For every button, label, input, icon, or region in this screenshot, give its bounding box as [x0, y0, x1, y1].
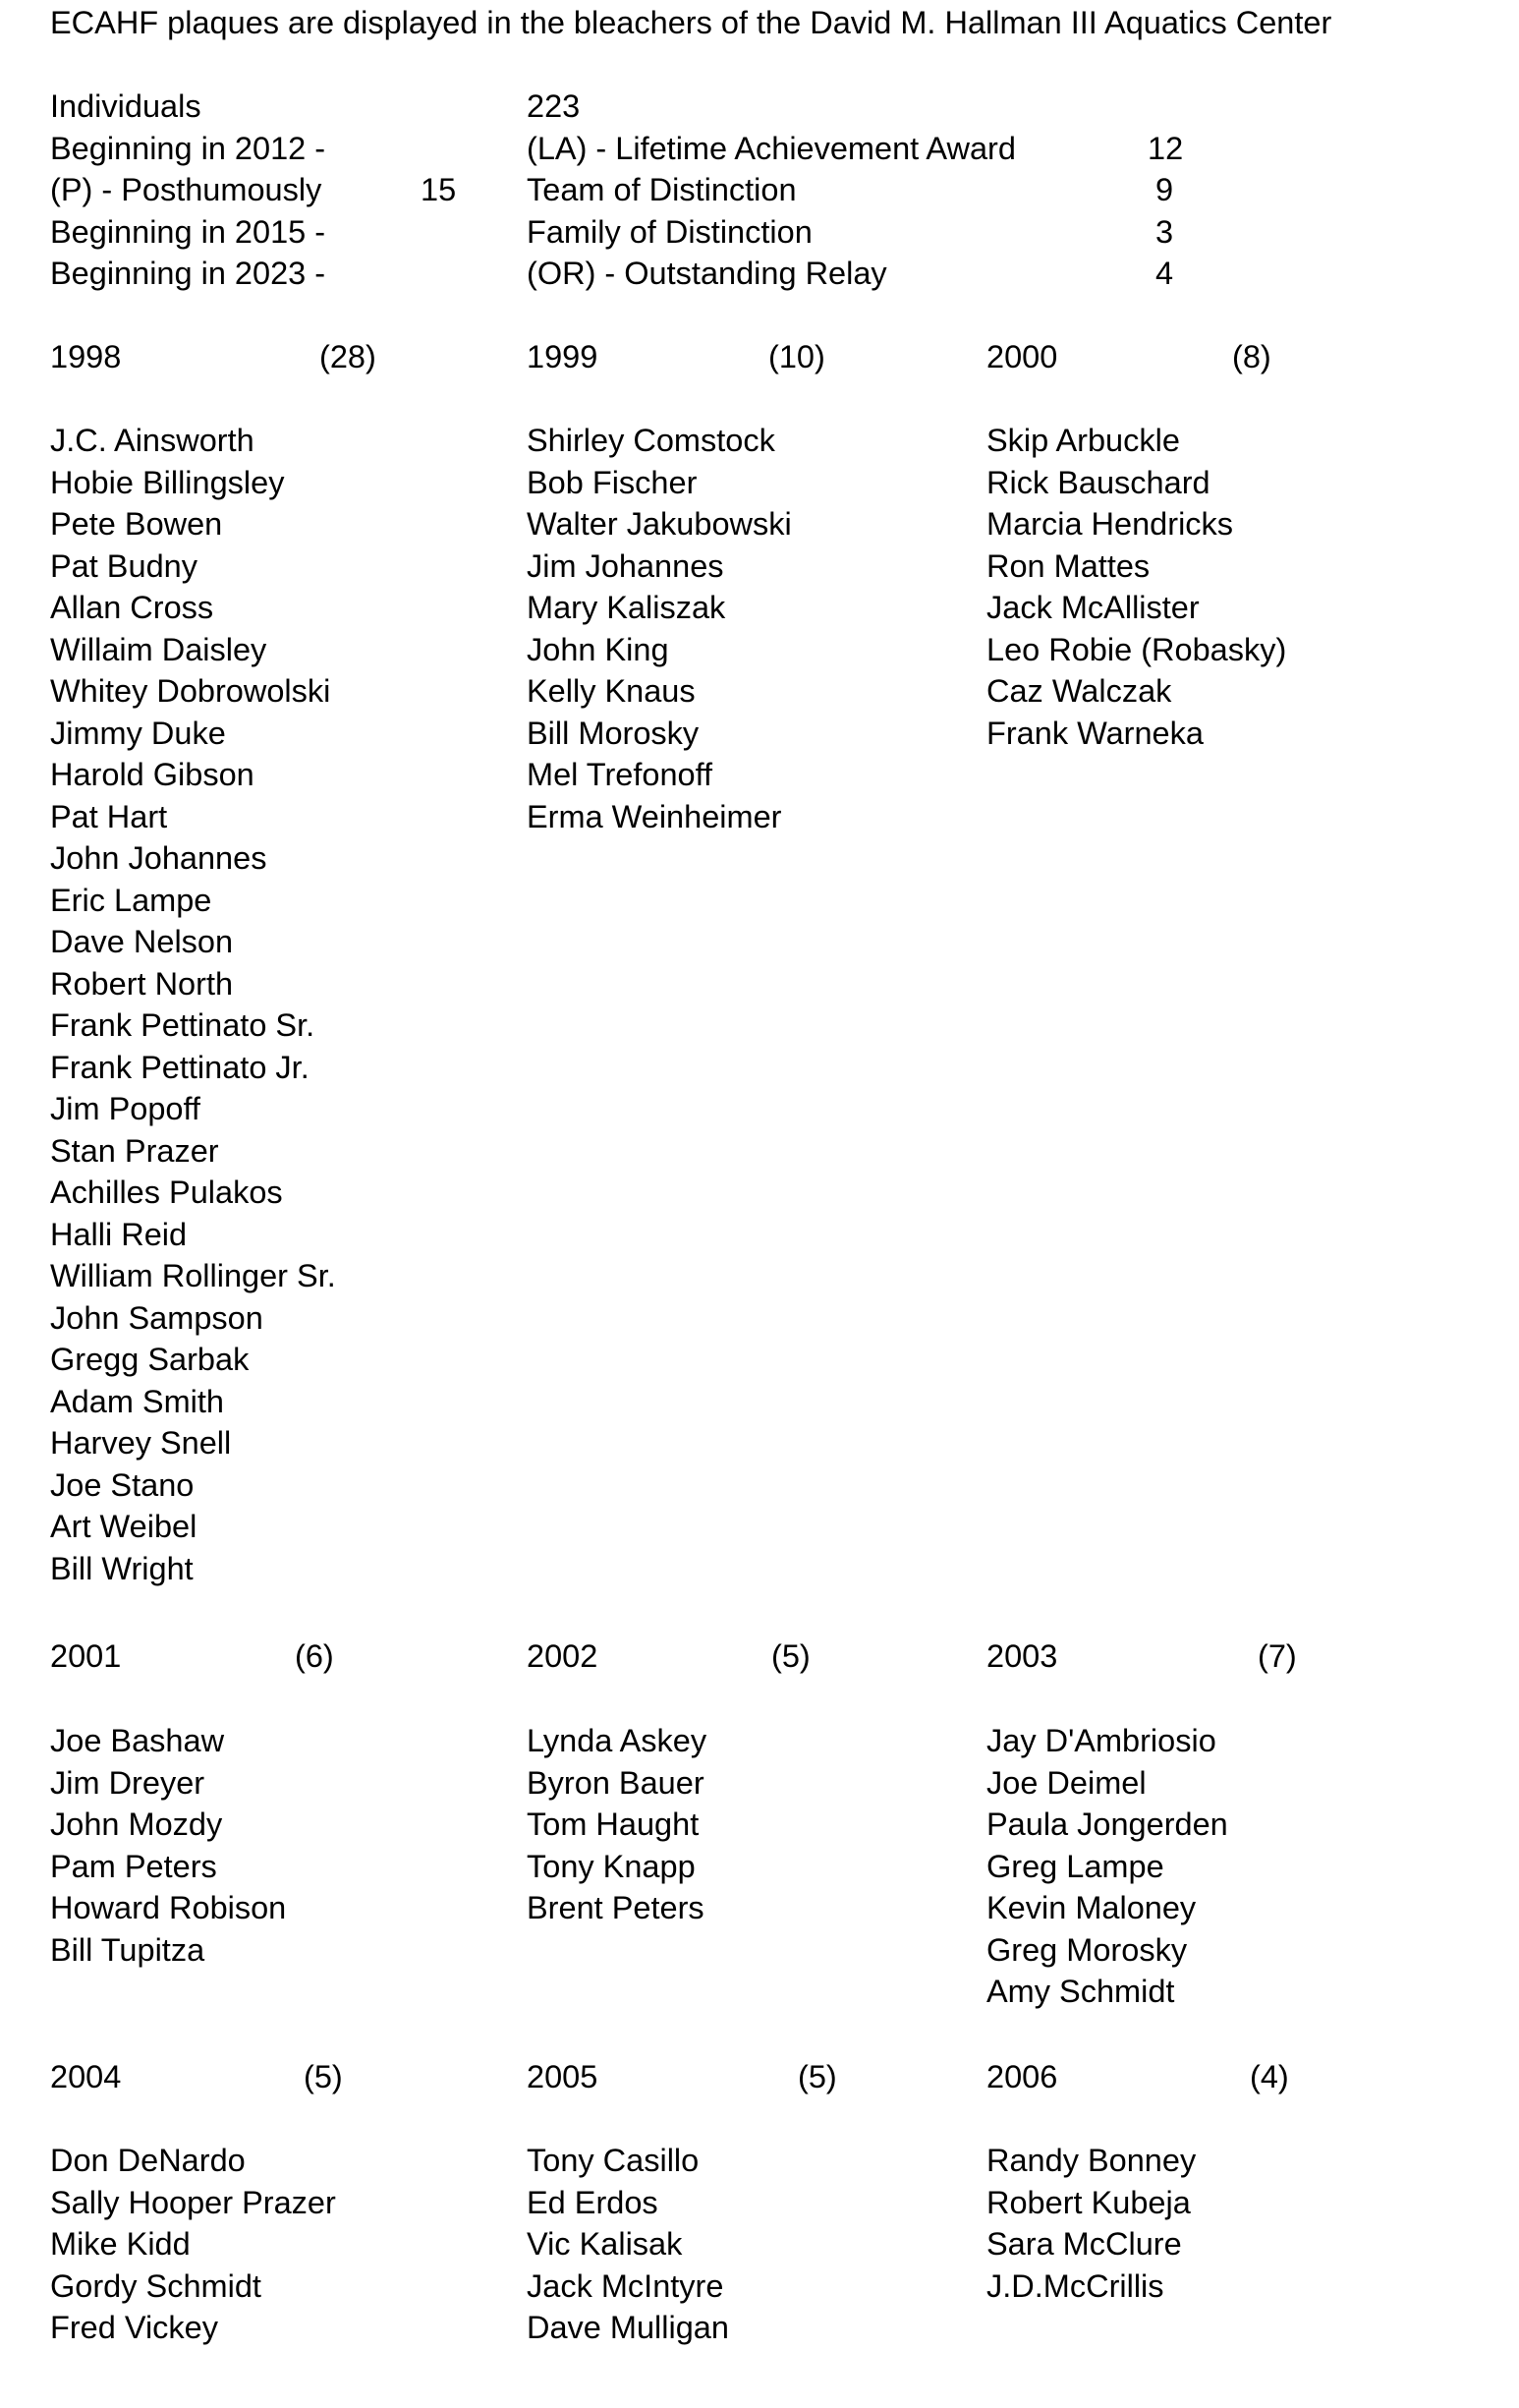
- inductee-name: Dave Nelson: [50, 924, 234, 959]
- inductee-name: Adam Smith: [50, 1383, 225, 1419]
- year-count: (5): [798, 2059, 837, 2094]
- inductee-name: Jim Popoff: [50, 1091, 200, 1126]
- summary-label: Beginning in 2015 -: [50, 214, 326, 250]
- inductee-list: [50, 1720, 286, 1971]
- year-heading: 2002: [527, 1638, 598, 1674]
- year-count: (4): [1250, 2059, 1289, 2094]
- inductee-name: Frank Warneka: [986, 715, 1204, 751]
- inductee-name: Bill Tupitza: [50, 1931, 205, 1968]
- inductee-name: Eric Lampe: [50, 882, 212, 918]
- inductee-name: Don DeNardo: [50, 2143, 246, 2178]
- inductee-name: Howard Robison: [50, 1890, 287, 1925]
- inductee-name: Skip Arbuckle: [986, 423, 1180, 458]
- inductee-name: Robert North: [50, 965, 234, 1002]
- year-count: (5): [771, 1638, 811, 1674]
- inductee-list: [527, 420, 792, 837]
- inductee-name: Harold Gibson: [50, 757, 254, 792]
- inductee-name: Tony Casillo: [527, 2143, 700, 2178]
- year-heading: 2001: [50, 1638, 122, 1674]
- inductee-name: John King: [527, 631, 669, 667]
- inductee-name: Bill Wright: [50, 1550, 194, 1586]
- summary-label: Individuals: [50, 88, 201, 124]
- inductee-name: Jack McAllister: [986, 590, 1200, 625]
- inductee-name: Walter Jakubowski: [527, 506, 792, 542]
- summary-count: 4: [1155, 256, 1174, 291]
- inductee-name: Sara McClure: [986, 2226, 1182, 2262]
- year-heading: 2003: [986, 1638, 1058, 1674]
- summary-count: 15: [421, 172, 457, 207]
- inductee-name: William Rollinger Sr.: [50, 1258, 336, 1293]
- inductee-name: Randy Bonney: [986, 2143, 1197, 2178]
- intro-text: ECAHF plaques are displayed in the bleachers of the David M. Hallman III Aquatics Center: [50, 5, 1332, 40]
- summary-count: 3: [1155, 214, 1174, 250]
- inductee-name: Jay D'Ambriosio: [986, 1723, 1216, 1758]
- year-heading: 2000: [986, 339, 1058, 374]
- inductee-name: Jimmy Duke: [50, 715, 226, 751]
- inductee-name: Greg Morosky: [986, 1931, 1188, 1968]
- inductee-name: John Johannes: [50, 840, 267, 876]
- inductee-name: Lynda Askey: [527, 1723, 707, 1758]
- inductee-name: Byron Bauer: [527, 1764, 704, 1801]
- inductee-name: Rick Bauschard: [986, 464, 1210, 500]
- inductee-name: Hobie Billingsley: [50, 464, 285, 500]
- inductee-name: Amy Schmidt: [986, 1974, 1175, 2009]
- inductee-name: Mary Kaliszak: [527, 590, 726, 625]
- inductee-name: Art Weibel: [50, 1509, 197, 1544]
- summary-label: (LA) - Lifetime Achievement Award: [527, 131, 1016, 166]
- inductee-name: John Mozdy: [50, 1806, 223, 1842]
- inductee-name: Achilles Pulakos: [50, 1175, 283, 1210]
- year-count: (8): [1232, 339, 1271, 374]
- summary-label: Beginning in 2023 -: [50, 256, 326, 291]
- inductee-name: Caz Walczak: [986, 673, 1172, 709]
- inductee-name: Kevin Maloney: [986, 1890, 1197, 1925]
- inductee-name: Ron Mattes: [986, 547, 1151, 584]
- summary-label: Beginning in 2012 -: [50, 131, 326, 166]
- inductee-name: Frank Pettinato Sr.: [50, 1007, 315, 1043]
- inductee-name: Pete Bowen: [50, 506, 223, 542]
- inductee-name: Bob Fischer: [527, 464, 698, 500]
- inductee-name: Joe Deimel: [986, 1764, 1147, 1801]
- inductee-list: [986, 1720, 1228, 2013]
- inductee-list: [50, 420, 336, 1589]
- inductee-list: [527, 1720, 706, 1929]
- summary-label: Family of Distinction: [527, 214, 813, 250]
- year-count: (28): [319, 339, 376, 374]
- inductee-name: Erma Weinheimer: [527, 798, 782, 834]
- summary-total: 223: [527, 88, 581, 124]
- inductee-name: J.D.McCrillis: [986, 2267, 1164, 2304]
- year-heading: 1998: [50, 339, 122, 374]
- inductee-name: Mel Trefonoff: [527, 757, 713, 792]
- inductee-name: Joe Bashaw: [50, 1723, 225, 1758]
- year-count: (5): [304, 2059, 343, 2094]
- inductee-name: Robert Kubeja: [986, 2184, 1191, 2220]
- inductee-name: Marcia Hendricks: [986, 506, 1234, 542]
- inductee-name: Gregg Sarbak: [50, 1342, 250, 1377]
- inductee-name: Willaim Daisley: [50, 631, 267, 667]
- summary-label: (P) - Posthumously: [50, 172, 322, 207]
- year-heading: 2005: [527, 2059, 598, 2094]
- inductee-name: Tony Knapp: [527, 1848, 696, 1884]
- inductee-name: Paula Jongerden: [986, 1806, 1228, 1842]
- inductee-list: [50, 2140, 336, 2349]
- inductee-name: Gordy Schmidt: [50, 2267, 261, 2304]
- summary-count: 12: [1148, 131, 1184, 166]
- inductee-name: Jack McIntyre: [527, 2267, 724, 2304]
- summary-label: (OR) - Outstanding Relay: [527, 256, 887, 291]
- inductee-name: Ed Erdos: [527, 2184, 658, 2220]
- inductee-name: Sally Hooper Prazer: [50, 2184, 336, 2220]
- inductee-list: [986, 2140, 1196, 2307]
- year-heading: 2004: [50, 2059, 122, 2094]
- inductee-name: Pat Hart: [50, 798, 168, 834]
- inductee-name: Tom Haught: [527, 1806, 700, 1842]
- year-count: (10): [768, 339, 825, 374]
- inductee-name: Shirley Comstock: [527, 423, 775, 458]
- inductee-name: Whitey Dobrowolski: [50, 673, 331, 709]
- inductee-name: Allan Cross: [50, 590, 214, 625]
- inductee-name: Vic Kalisak: [527, 2226, 683, 2262]
- year-heading: 2006: [986, 2059, 1058, 2094]
- inductee-name: Pam Peters: [50, 1848, 217, 1884]
- year-count: (7): [1258, 1638, 1297, 1674]
- inductee-name: Greg Lampe: [986, 1848, 1164, 1884]
- year-heading: 1999: [527, 339, 598, 374]
- inductee-name: Bill Morosky: [527, 715, 700, 751]
- inductee-name: Brent Peters: [527, 1890, 704, 1925]
- inductee-name: John Sampson: [50, 1299, 263, 1336]
- inductee-name: Harvey Snell: [50, 1425, 232, 1461]
- inductee-name: Mike Kidd: [50, 2226, 191, 2262]
- inductee-name: Jim Dreyer: [50, 1764, 205, 1801]
- inductee-name: Stan Prazer: [50, 1132, 219, 1169]
- inductee-list: [527, 2140, 729, 2349]
- inductee-name: Joe Stano: [50, 1466, 195, 1503]
- inductee-list: [986, 420, 1286, 754]
- summary-label: Team of Distinction: [527, 172, 797, 207]
- inductee-name: Leo Robie (Robasky): [986, 631, 1287, 667]
- inductee-name: Jim Johannes: [527, 547, 724, 584]
- inductee-name: Dave Mulligan: [527, 2310, 729, 2345]
- inductee-name: Halli Reid: [50, 1216, 188, 1252]
- summary-count: 9: [1155, 172, 1174, 207]
- year-count: (6): [295, 1638, 334, 1674]
- inductee-name: Frank Pettinato Jr.: [50, 1049, 309, 1085]
- inductee-name: Pat Budny: [50, 547, 197, 584]
- inductee-name: Kelly Knaus: [527, 673, 696, 709]
- inductee-name: Fred Vickey: [50, 2310, 218, 2345]
- inductee-name: J.C. Ainsworth: [50, 423, 254, 458]
